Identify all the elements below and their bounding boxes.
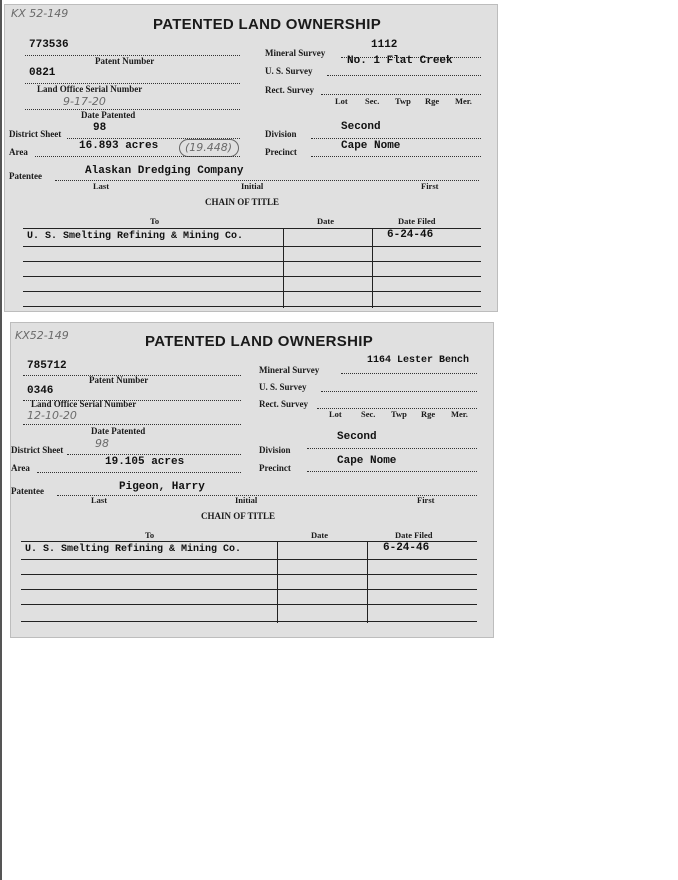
mineral-survey-label: Mineral Survey: [265, 48, 326, 58]
district-sheet-label: District Sheet: [11, 445, 64, 455]
patentee-line: [57, 495, 477, 496]
serial-number-label: Land Office Serial Number: [31, 399, 137, 409]
patent-number-value: 785712: [27, 360, 67, 372]
chain-col-divider: [367, 541, 368, 623]
date-patented-label: Date Patented: [91, 426, 146, 436]
us-survey-line: [327, 75, 481, 76]
date-patented-line: [23, 424, 241, 425]
date-patented-value: 9-17-20: [63, 95, 106, 108]
mineral-survey-line: [341, 373, 477, 374]
chain-row-rule: [21, 589, 477, 590]
patentee-value: Alaskan Dredging Company: [85, 165, 244, 177]
name-col-last: Last: [91, 495, 108, 505]
area-line: [35, 156, 240, 157]
precinct-value: Cape Nome: [341, 140, 401, 152]
area-value: 16.893 acres: [79, 140, 159, 152]
division-value: Second: [337, 431, 377, 443]
division-line: [311, 138, 481, 139]
district-sheet-label: District Sheet: [9, 129, 62, 139]
rect-col-mer: Mer.: [451, 409, 468, 419]
area-value: 19.105 acres: [105, 456, 185, 468]
rect-survey-label: Rect. Survey: [265, 85, 314, 95]
patentee-line: [55, 180, 479, 181]
page-left-edge: [0, 0, 2, 880]
area-label: Area: [11, 463, 30, 473]
division-label: Division: [259, 445, 291, 455]
chain-col-divider: [283, 228, 284, 308]
area-handwritten: (19.448): [185, 141, 233, 154]
name-col-last: Last: [93, 181, 110, 191]
rect-col-sec: Sec.: [361, 409, 376, 419]
name-col-initial: Initial: [241, 181, 264, 191]
rect-col-twp: Twp: [395, 96, 411, 106]
chain-of-title-label: CHAIN OF TITLE: [205, 197, 280, 207]
rect-col-lot: Lot: [329, 409, 342, 419]
name-col-first: First: [421, 181, 439, 191]
chain-header-date: Date: [317, 216, 334, 226]
chain-header-to: To: [145, 530, 155, 540]
us-survey-label: U. S. Survey: [265, 66, 313, 76]
chain-row-date-filed: 6-24-46: [383, 542, 430, 554]
chain-row-rule: [23, 276, 481, 277]
date-patented-value: 12-10-20: [27, 409, 77, 422]
patent-number-value: 773536: [29, 39, 69, 51]
rect-col-mer: Mer.: [455, 96, 472, 106]
chain-row-rule: [21, 604, 477, 605]
rect-survey-label: Rect. Survey: [259, 399, 308, 409]
chain-header-to: To: [150, 216, 160, 226]
chain-row-rule: [23, 306, 481, 307]
patentee-label: Patentee: [11, 486, 44, 496]
area-line: [37, 472, 241, 473]
division-value: Second: [341, 121, 381, 133]
chain-row-to: U. S. Smelting Refining & Mining Co.: [25, 544, 242, 555]
rect-col-lot: Lot: [335, 96, 348, 106]
chain-row-date-filed: 6-24-46: [387, 229, 434, 241]
chain-header-date: Date: [311, 530, 328, 540]
patentee-value: Pigeon, Harry: [119, 481, 205, 493]
handwritten-ref: KX 52-149: [11, 7, 69, 20]
chain-row-rule: [21, 559, 477, 560]
precinct-line: [307, 471, 477, 472]
mineral-survey-extra: No. 1 Flat Creek: [347, 55, 453, 67]
patent-number-label: Patent Number: [89, 375, 149, 385]
chain-header-date-filed: Date Filed: [398, 216, 436, 226]
card-title: PATENTED LAND OWNERSHIP: [145, 333, 374, 350]
precinct-line: [311, 156, 481, 157]
division-line: [307, 448, 477, 449]
precinct-label: Precinct: [259, 463, 291, 473]
card-title: PATENTED LAND OWNERSHIP: [153, 16, 382, 33]
serial-number-value: 0821: [29, 67, 56, 79]
record-card-2: [10, 322, 494, 638]
serial-number-value: 0346: [27, 385, 54, 397]
chain-row-rule: [23, 291, 481, 292]
patentee-label: Patentee: [9, 171, 42, 181]
chain-header-date-filed: Date Filed: [395, 530, 433, 540]
serial-number-label: Land Office Serial Number: [37, 84, 143, 94]
rect-col-rge: Rge: [421, 409, 436, 419]
us-survey-line: [321, 391, 477, 392]
record-card-1: [4, 4, 498, 312]
chain-row-rule: [23, 261, 481, 262]
chain-row-rule: [21, 621, 477, 622]
district-sheet-value: 98: [95, 437, 109, 450]
patent-number-label: Patent Number: [95, 56, 155, 66]
handwritten-ref: KX52-149: [15, 329, 69, 342]
chain-row-to: U. S. Smelting Refining & Mining Co.: [27, 231, 244, 242]
district-sheet-line: [67, 454, 241, 455]
rect-col-rge: Rge: [425, 96, 440, 106]
rect-col-sec: Sec.: [365, 96, 380, 106]
division-label: Division: [265, 129, 297, 139]
chain-row-rule: [21, 574, 477, 575]
rect-col-twp: Twp: [391, 409, 407, 419]
chain-col-divider: [372, 228, 373, 308]
name-col-initial: Initial: [235, 495, 258, 505]
chain-col-divider: [277, 541, 278, 623]
district-sheet-value: 98: [93, 122, 107, 134]
us-survey-label: U. S. Survey: [259, 382, 307, 392]
precinct-value: Cape Nome: [337, 455, 397, 467]
area-label: Area: [9, 147, 28, 157]
chain-row-rule: [23, 246, 481, 247]
name-col-first: First: [417, 495, 435, 505]
rect-survey-line: [321, 94, 481, 95]
date-patented-label: Date Patented: [81, 110, 136, 120]
mineral-survey-value: 1164 Lester Bench: [367, 355, 470, 366]
precinct-label: Precinct: [265, 147, 297, 157]
chain-of-title-label: CHAIN OF TITLE: [201, 511, 276, 521]
mineral-survey-label: Mineral Survey: [259, 365, 320, 375]
mineral-survey-value: 1112: [371, 39, 398, 51]
